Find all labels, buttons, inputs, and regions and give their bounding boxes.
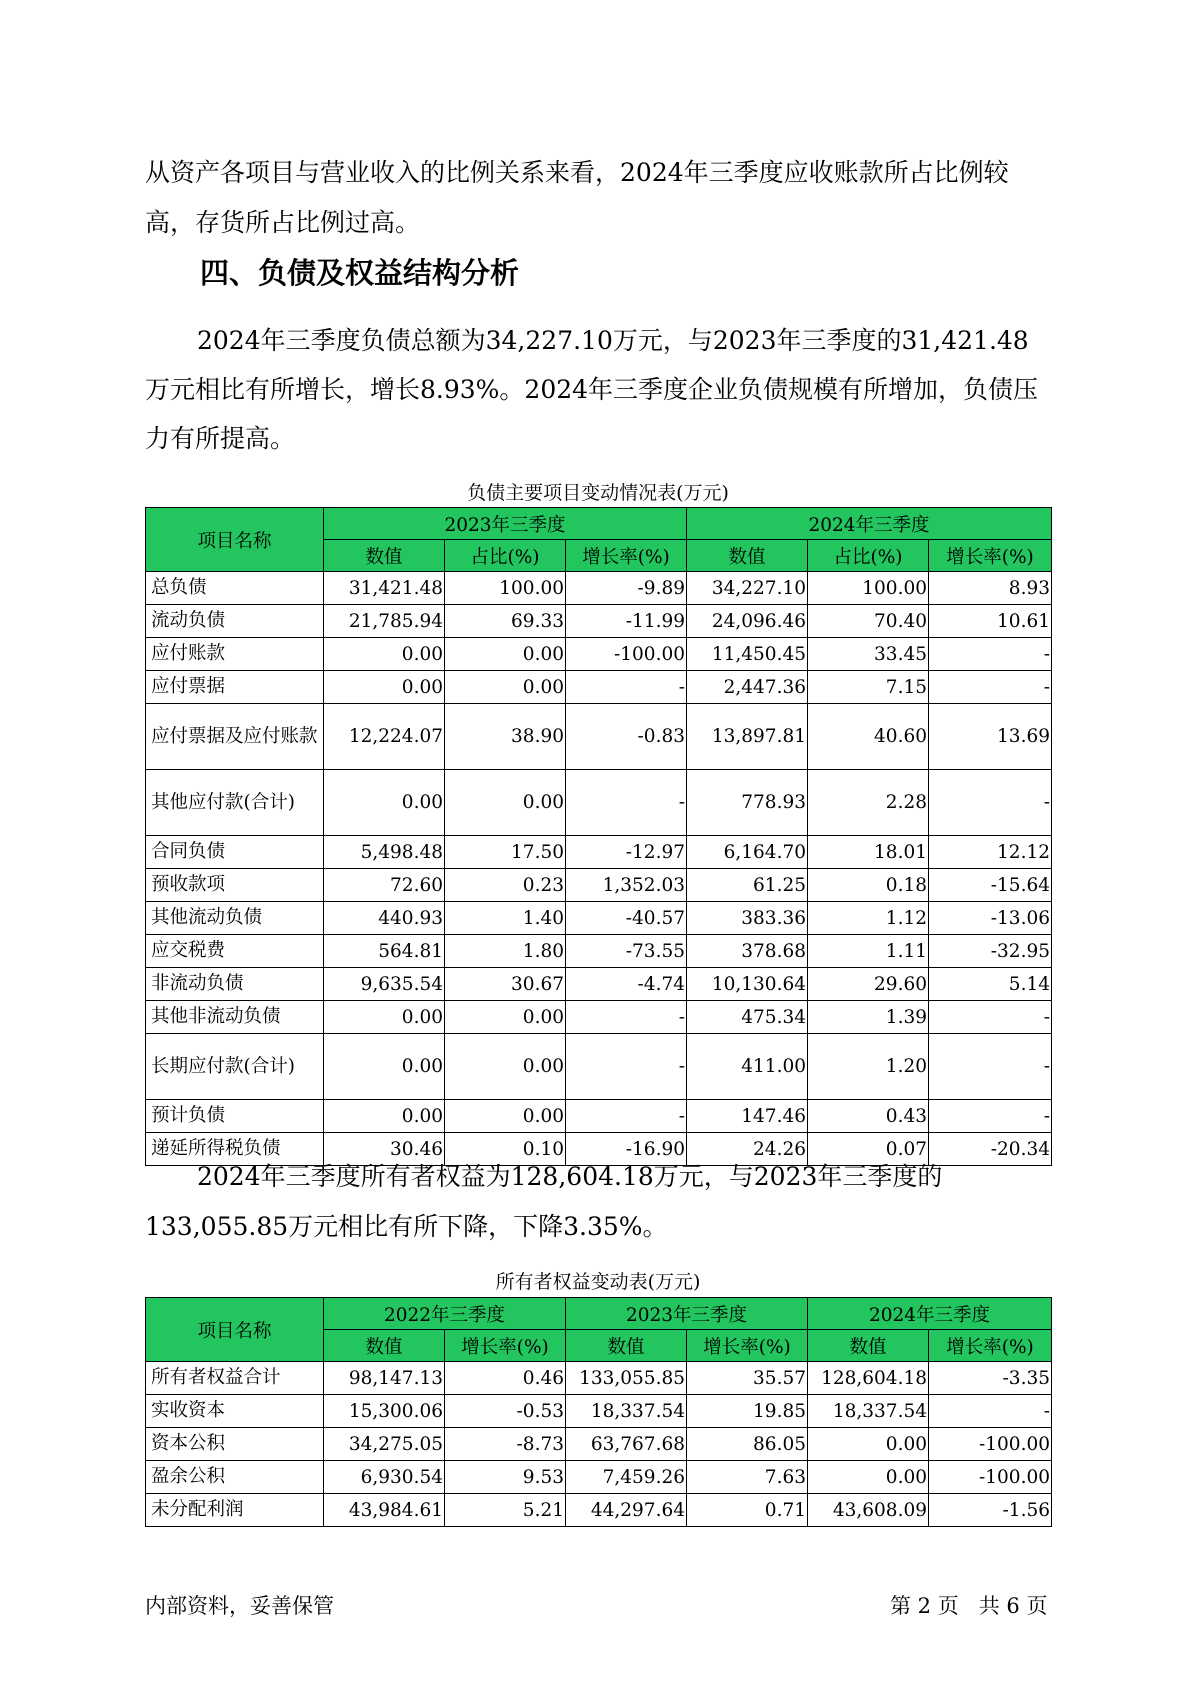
table-cell: 147.46 [687,1100,808,1133]
table-cell: 34,275.05 [324,1428,445,1461]
table-row [146,671,1052,704]
table-cell: - [566,1034,687,1100]
table-cell: -100.00 [929,1461,1052,1494]
table-cell: 1.12 [808,902,929,935]
table-cell: 43,984.61 [324,1494,445,1527]
table-cell: 0.00 [445,1100,566,1133]
table-row [146,1395,1052,1428]
table-cell: 5.14 [929,968,1052,1001]
table-cell: - [566,770,687,836]
table-cell: 0.00 [445,1001,566,1034]
item-name-header: 项目名称 [146,1298,324,1362]
table-cell: 1.11 [808,935,929,968]
table-row [146,1100,1052,1133]
table-cell: 0.10 [445,1133,566,1166]
row-label: 长期应付款(合计) [146,1034,324,1100]
table-cell: 18,337.54 [808,1395,929,1428]
table-cell: 44,297.64 [566,1494,687,1527]
table-cell: 34,227.10 [687,572,808,605]
row-label: 所有者权益合计 [146,1362,324,1395]
table-cell: - [929,770,1052,836]
table-cell: 33.45 [808,638,929,671]
row-label: 总负债 [146,572,324,605]
table-row [146,770,1052,836]
table-cell: 10,130.64 [687,968,808,1001]
table-cell: 0.46 [445,1362,566,1395]
column-header: 增长率(%) [929,1330,1052,1362]
table-cell: 40.60 [808,704,929,770]
row-label: 其他流动负债 [146,902,324,935]
column-header: 增长率(%) [445,1330,566,1362]
table-cell: -32.95 [929,935,1052,968]
liability-paragraph: 2024年三季度负债总额为34,227.10万元，与2023年三季度的31,421.48万元相比有所增长，增长8.93%。2024年三季度企业负债规模有所增加，负债压力有所提高。 [145,326,1039,453]
footer-page-number: 第 2 页 共 6 页 [890,1594,1048,1618]
column-header: 占比(%) [445,540,566,572]
table-row [146,935,1052,968]
table-cell: 30.46 [324,1133,445,1166]
table-cell: 0.00 [445,671,566,704]
table-cell: 35.57 [687,1362,808,1395]
column-header: 数值 [808,1330,929,1362]
table-row [146,968,1052,1001]
footer-confidential-note: 内部资料，妥善保管 [145,1594,334,1618]
column-header: 数值 [687,540,808,572]
table-cell: 100.00 [808,572,929,605]
table-cell: - [929,1100,1052,1133]
table-row [146,605,1052,638]
table-cell: 0.00 [324,1034,445,1100]
section-heading: 四、负债及权益结构分析 [200,256,520,290]
table-cell: 13,897.81 [687,704,808,770]
table-cell: 13.69 [929,704,1052,770]
table-cell: 10.61 [929,605,1052,638]
table-cell: 29.60 [808,968,929,1001]
table-row [146,1362,1052,1395]
table-cell: - [566,1001,687,1034]
intro-paragraph: 从资产各项目与营业收入的比例关系来看，2024年三季度应收账款所占比例较高，存货所占比例过高。 [145,158,1009,237]
table-row [146,572,1052,605]
table-cell: -73.55 [566,935,687,968]
table-row [146,902,1052,935]
table-cell: -9.89 [566,572,687,605]
table-cell: 128,604.18 [808,1362,929,1395]
table-cell: 0.71 [687,1494,808,1527]
table-cell: 30.67 [445,968,566,1001]
table-cell: 1.40 [445,902,566,935]
column-header: 增长率(%) [929,540,1052,572]
table-cell: 133,055.85 [566,1362,687,1395]
table-row [146,1494,1052,1527]
table-row [146,1461,1052,1494]
table-cell: 63,767.68 [566,1428,687,1461]
table-cell: 72.60 [324,869,445,902]
table-cell: 0.00 [445,638,566,671]
table-cell: 0.07 [808,1133,929,1166]
table-cell: 8.93 [929,572,1052,605]
row-label: 预收款项 [146,869,324,902]
column-header: 占比(%) [808,540,929,572]
table-cell: 2.28 [808,770,929,836]
table-cell: -3.35 [929,1362,1052,1395]
table-cell: - [566,671,687,704]
table-cell: 9,635.54 [324,968,445,1001]
row-label: 未分配利润 [146,1494,324,1527]
table-cell: 12.12 [929,836,1052,869]
table-cell: -13.06 [929,902,1052,935]
period-header: 2023年三季度 [324,508,687,540]
period-header: 2023年三季度 [566,1298,808,1330]
table-cell: 21,785.94 [324,605,445,638]
row-label: 非流动负债 [146,968,324,1001]
table-cell: - [929,1395,1052,1428]
table-cell: 0.00 [445,1034,566,1100]
table-cell: 61.25 [687,869,808,902]
table-cell: 378.68 [687,935,808,968]
table-cell: 7.63 [687,1461,808,1494]
liability-table [145,507,1052,1166]
table-cell: 38.90 [445,704,566,770]
table-cell: - [929,671,1052,704]
table-cell: 0.00 [324,770,445,836]
row-label: 应付账款 [146,638,324,671]
table-row [146,1428,1052,1461]
table-cell: -1.56 [929,1494,1052,1527]
table-cell: 5,498.48 [324,836,445,869]
table-cell: 69.33 [445,605,566,638]
table-cell: 0.00 [808,1461,929,1494]
column-header: 数值 [324,540,445,572]
table-cell: 6,930.54 [324,1461,445,1494]
table-cell: 19.85 [687,1395,808,1428]
table-cell: 12,224.07 [324,704,445,770]
table-cell: 475.34 [687,1001,808,1034]
row-label: 预计负债 [146,1100,324,1133]
table-row [146,836,1052,869]
table-cell: 100.00 [445,572,566,605]
row-label: 盈余公积 [146,1461,324,1494]
table-cell: 1.20 [808,1034,929,1100]
table-cell: 15,300.06 [324,1395,445,1428]
table-cell: -11.99 [566,605,687,638]
table-cell: -40.57 [566,902,687,935]
table-cell: 9.53 [445,1461,566,1494]
equity-table-caption: 所有者权益变动表(万元) [495,1271,701,1293]
table-cell: 31,421.48 [324,572,445,605]
table-cell: 24,096.46 [687,605,808,638]
table-row [146,638,1052,671]
table-cell: - [929,1001,1052,1034]
column-header: 增长率(%) [687,1330,808,1362]
row-label: 实收资本 [146,1395,324,1428]
table-cell: 0.00 [808,1428,929,1461]
table-cell: 7.15 [808,671,929,704]
table-cell: -100.00 [566,638,687,671]
table-cell: 70.40 [808,605,929,638]
table-cell: -16.90 [566,1133,687,1166]
table-row [146,704,1052,770]
table-cell: 0.00 [324,1100,445,1133]
table-cell: 0.23 [445,869,566,902]
column-header: 数值 [566,1330,687,1362]
table-cell: 24.26 [687,1133,808,1166]
table-cell: - [929,638,1052,671]
table-cell: 86.05 [687,1428,808,1461]
table-cell: 1.39 [808,1001,929,1034]
table-cell: 0.43 [808,1100,929,1133]
table-cell: 98,147.13 [324,1362,445,1395]
table-cell: 778.93 [687,770,808,836]
period-header: 2022年三季度 [324,1298,566,1330]
table-row [146,869,1052,902]
table-cell: 0.00 [324,1001,445,1034]
row-label: 其他应付款(合计) [146,770,324,836]
equity-table [145,1297,1052,1527]
table-cell: 411.00 [687,1034,808,1100]
row-label: 流动负债 [146,605,324,638]
table-cell: -15.64 [929,869,1052,902]
table-cell: -0.53 [445,1395,566,1428]
row-label: 其他非流动负债 [146,1001,324,1034]
equity-paragraph: 2024年三季度所有者权益为128,604.18万元，与2023年三季度的133,055.85万元相比有所下降，下降3.35%。 [145,1162,943,1241]
table-cell: 0.00 [324,671,445,704]
table-cell: 5.21 [445,1494,566,1527]
period-header: 2024年三季度 [687,508,1052,540]
table-cell: 43,608.09 [808,1494,929,1527]
table-cell: 383.36 [687,902,808,935]
table-cell: 0.00 [445,770,566,836]
table-cell: 7,459.26 [566,1461,687,1494]
table-cell: 17.50 [445,836,566,869]
row-label: 应付票据 [146,671,324,704]
liability-table-caption: 负债主要项目变动情况表(万元) [467,482,729,504]
period-header: 2024年三季度 [808,1298,1052,1330]
row-label: 应交税费 [146,935,324,968]
table-cell: 440.93 [324,902,445,935]
table-cell: 1,352.03 [566,869,687,902]
row-label: 合同负债 [146,836,324,869]
row-label: 递延所得税负债 [146,1133,324,1166]
table-cell: -4.74 [566,968,687,1001]
table-cell: 11,450.45 [687,638,808,671]
column-header: 增长率(%) [566,540,687,572]
table-cell: - [566,1100,687,1133]
table-cell: 0.00 [324,638,445,671]
table-row [146,1001,1052,1034]
row-label: 应付票据及应付账款 [146,704,324,770]
table-cell: - [929,1034,1052,1100]
table-cell: 564.81 [324,935,445,968]
row-label: 资本公积 [146,1428,324,1461]
table-cell: 0.18 [808,869,929,902]
table-cell: 6,164.70 [687,836,808,869]
table-cell: 18,337.54 [566,1395,687,1428]
table-cell: -0.83 [566,704,687,770]
table-cell: -20.34 [929,1133,1052,1166]
column-header: 数值 [324,1330,445,1362]
table-row [146,1034,1052,1100]
table-cell: -12.97 [566,836,687,869]
table-cell: 18.01 [808,836,929,869]
table-cell: -100.00 [929,1428,1052,1461]
table-cell: -8.73 [445,1428,566,1461]
item-name-header: 项目名称 [146,508,324,572]
table-cell: 2,447.36 [687,671,808,704]
table-cell: 1.80 [445,935,566,968]
